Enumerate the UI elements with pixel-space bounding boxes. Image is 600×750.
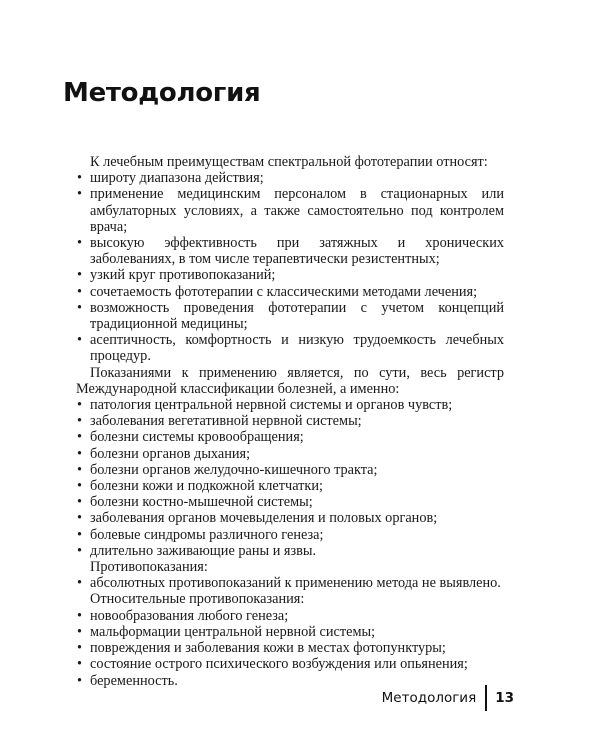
list-item: • повреждения и заболевания кожи в местах фотопунктуры; [76, 640, 504, 656]
list-item: • болезни системы кровообращения; [76, 429, 504, 445]
list-item: • абсолютных противопоказаний к применению метода не выявлено. [76, 575, 504, 591]
list-item: • болевые синдромы различного генеза; [76, 527, 504, 543]
advantages-intro: К лечебным преимуществам спектральной фототерапии относят: [90, 154, 488, 170]
list-item: • сочетаемость фототерапии с классическими методами лечения; [76, 284, 504, 300]
list-item: • заболевания органов мочевыделения и половых органов; [76, 510, 504, 526]
list-item: • новообразования любого генеза; [76, 608, 504, 624]
running-title: Методология [381, 690, 477, 706]
list-item: • болезни органов желудочно-кишечного тракта; [76, 462, 504, 478]
list-item: • узкий круг противопоказаний; [76, 267, 504, 283]
advantages-list [76, 170, 504, 364]
list-item: • состояние острого психического возбуждения или опьянения; [76, 656, 504, 672]
indications-intro: Показаниями к применению является, по сути, весь регистр Международной классификации болезней, а именно: [76, 364, 504, 397]
list-item: • высокую эффективность при затяжных и хронических заболеваниях, в том числе терапевтически резистентных; [76, 235, 504, 267]
chapter-title: Методология [63, 78, 261, 108]
relative-contraindications-heading: Относительные противопоказания: [90, 591, 305, 608]
list-item: • болезни кожи и подкожной клетчатки; [76, 478, 504, 494]
list-item: • широту диапазона действия; [76, 170, 504, 186]
list-item: • патология центральной нервной системы и органов чувств; [76, 397, 504, 413]
contraindications-list [76, 575, 504, 591]
list-item: • применение медицинским персоналом в стационарных или амбулаторных условиях, а также самостоятельно под контролем врача; [76, 186, 504, 235]
footer-divider [485, 685, 487, 711]
page-body [76, 154, 504, 689]
contraindications-heading: Противопоказания: [90, 559, 208, 576]
list-item: • асептичность, комфортность и низкую трудоемкость лечебных процедур. [76, 332, 504, 364]
relative-contraindications-list [76, 608, 504, 689]
list-item: • длительно заживающие раны и язвы. [76, 543, 504, 559]
list-item: • мальформации центральной нервной системы; [76, 624, 504, 640]
page-number: 13 [495, 690, 514, 706]
list-item: • беременность. [76, 673, 504, 689]
list-item: • болезни костно-мышечной системы; [76, 494, 504, 510]
indications-list [76, 397, 504, 559]
list-item: • болезни органов дыхания; [76, 446, 504, 462]
page-footer [382, 684, 514, 712]
list-item: • заболевания вегетативной нервной системы; [76, 413, 504, 429]
list-item: • возможность проведения фототерапии с учетом концепций традиционной медицины; [76, 300, 504, 332]
